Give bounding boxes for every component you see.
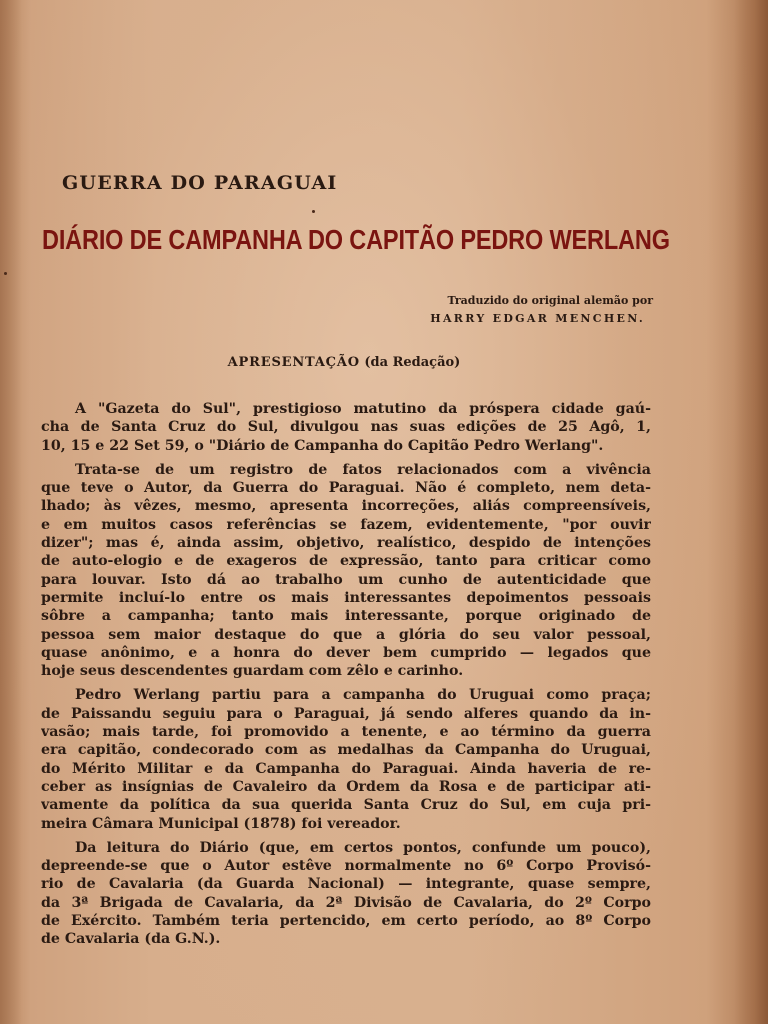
text-line: para louvar. Isto dá ao trabalho um cunho de autenticidade que [41,571,651,588]
print-speck [4,272,7,275]
text-line: que teve o Autor, da Guerra do Paraguai. Não é completo, nem deta- [41,480,651,497]
text-line: meira Câmara Municipal (1878) foi vereador. [41,815,401,832]
text-line: de auto-elogio e de exageros de expressão, tanto para criticar como [41,553,651,570]
text-line: vamente da política da sua querida Santa Cruz do Sul, em cuja pri- [41,797,651,814]
text-line: pessoa sem maior destaque do que a glória do seu valor pessoal, [41,626,651,643]
text-line: de Exército. Também teria pertencido, em certo período, ao 8º Corpo [41,913,651,930]
text-line: 10, 15 e 22 Set 59, o "Diário de Campanha do Capitão Pedro Werlang". [41,437,604,454]
print-speck [312,210,315,213]
text-line: dizer"; mas é, ainda assim, objetivo, realístico, despido de intenções [41,535,651,552]
text-line: de Paissandu seguiu para o Paraguai, já sendo alferes quando da in- [41,705,651,722]
paragraph [41,400,651,455]
text-line: Pedro Werlang partiu para a campanha do Uruguai como praça; [75,687,651,704]
text-line: depreende-se que o Autor estêve normalmente no 6º Corpo Provisó- [41,858,651,875]
text-line: do Mérito Militar e da Campanha do Paraguai. Ainda haveria de re- [41,760,651,777]
text-line: sôbre a campanha; tanto mais interessante, porque originado de [41,608,651,625]
text-line: hoje seus descendentes guardam com zêlo e carinho. [41,663,464,680]
text-line: Da leitura do Diário (que, em certos pontos, confunde um pouco), [75,839,651,856]
text-line: era capitão, condecorado com as medalhas da Campanha do Uruguai, [41,742,651,759]
text-line: e em muitos casos referências se fazem, evidentemente, "por ouvir [41,516,651,533]
text-line: Trata-se de um registro de fatos relacionados com a vivência [75,461,651,478]
body-text [41,400,651,955]
text-line: permite incluí-lo entre os mais interessantes depoimentos pessoais [41,589,651,606]
main-title: DIÁRIO DE CAMPANHA DO CAPITÃO PEDRO WERLANG [42,224,670,255]
translator-credit-line: Traduzido do original alemão por [447,294,653,307]
text-line: vasão; mais tarde, foi promovido a tenente, e ao término da guerra [41,724,651,741]
text-line: A "Gazeta do Sul", prestigioso matutino da próspera cidade gaú- [75,401,651,417]
section-title: GUERRA DO PARAGUAI [62,172,338,194]
text-line: da 3ª Brigada de Cavalaria, da 2ª Divisão de Cavalaria, do 2º Corpo [41,894,651,911]
subheading-main: APRESENTAÇÃO [227,355,360,370]
paragraph [41,686,651,832]
translator-name: HARRY EDGAR MENCHEN. [430,312,645,326]
text-line: cha de Santa Cruz do Sul, divulgou nas suas edições de 25 Agô, 1, [41,419,651,436]
translator-credit [430,292,653,328]
text-line: rio de Cavalaria (da Guarda Nacional) — integrante, quase sempre, [41,876,651,893]
text-line: quase anônimo, e a honra do dever bem cumprido — legados que [41,644,651,661]
text-line: de Cavalaria (da G.N.). [41,931,221,948]
page-right-shadow [734,0,768,1024]
section-subheading [0,355,688,370]
text-line: lhado; às vêzes, mesmo, apresenta incorreções, aliás compreensíveis, [41,498,651,515]
paragraph [41,461,651,681]
paragraph [41,839,651,949]
text-line: ceber as insígnias de Cavaleiro da Ordem da Rosa e de participar ati- [41,778,651,795]
page-left-shadow [0,0,22,1024]
subheading-aside: (da Redação) [364,355,461,370]
